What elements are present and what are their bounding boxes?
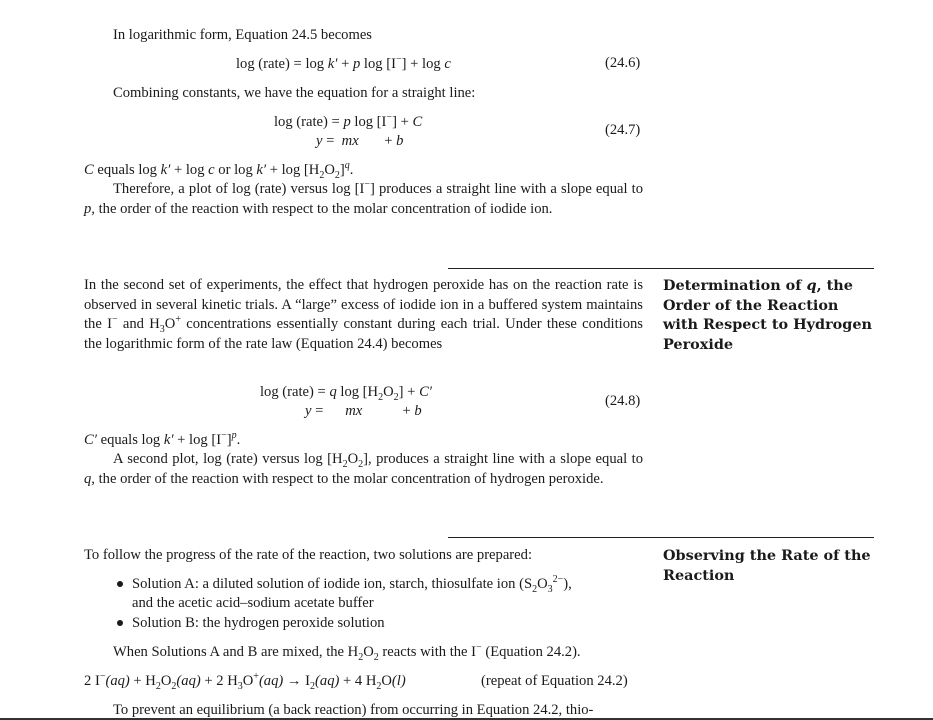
c-equals-line: C equals log k′ + log c or $\log k' + \log [H_2O_2]^q$. [84,160,354,181]
equation-24-8-line1: log (rate) = q $\log [H_2O_2] + C'$ [260,384,432,403]
section-divider-1 [448,268,874,269]
repeat-equation-note: (repeat of Equation 24.2) [481,673,628,689]
second-plot-paragraph: A second plot, log (rate) versus $\log [H_2O_2]$, produces a straight line with a slope equal to q, the order of the reaction with respect to the molar concentration of hydrogen peroxide. [84,451,643,487]
bullet-solution-a-line2: and the acetic acid–sodium acetate buffer [132,595,374,611]
equation-number-24-7: (24.7) [605,122,641,138]
mixed-solutions-text: When Solutions A and B are mixed, the $H_2O_2$ reacts with the I− (Equation 24.2). [113,642,581,663]
bullet-marker [117,581,123,587]
section-divider-2 [448,537,874,538]
c-prime-line: C′ equals $\log k' + \log [I^-]^p$. [84,430,241,448]
prepare-solutions-text: To follow the progress of the rate of the reaction, two solutions are prepared: [84,547,532,563]
section-heading-observing: Observing the Rate of the Reaction [663,547,871,584]
bullet-solution-a-line1: Solution A: a diluted solution of iodide ion, starch, thiosulfate ion $(S_2O_3^{2-})$, [132,574,572,595]
combining-text: Combining constants, we have the equation for a straight line: [113,85,476,101]
experiment-paragraph: In the second set of experiments, the effect that hydrogen peroxide has on the reaction rate is observed in several kinetic trials. A “large” excess of iodide ion in a buffered system maintains the I− and $H_3O^+$ concentrations essentially constant during each trial. Under these conditions the logarithmic form of the rate law (Equation 24.4) becomes [84,277,643,352]
section-heading-determination: Determination of q, the Order of the Reaction with Respect to Hydrogen Peroxide [663,277,872,353]
equation-number-24-6: (24.6) [605,55,641,71]
bullet-solution-b: Solution B: the hydrogen peroxide solution [132,615,385,631]
intro-text: In logarithmic form, Equation 24.5 becomes [113,27,372,43]
equation-24-8-line2: y = mx + b [305,403,422,419]
back-reaction-text: To prevent an equilibrium (a back reaction) from occurring in Equation 24.2, thio- [113,702,594,718]
equation-24-6: log (rate) = log k′ + p log [I−] + log c [236,54,451,72]
bullet-marker [117,620,123,626]
equation-24-7-line2: y = mx + b [316,133,404,149]
reaction-equation: 2 $I^-(aq) + H_2O_2(aq) + 2$ $H_3O^+(aq) \to I_2(aq) + 4$ $H_2O(l)$ [84,671,406,692]
therefore-paragraph: Therefore, a plot of log (rate) versus log [I−] produces a straight line with a slope equal to p, the order of the reaction with respect to the molar concentration of iodide ion. [84,179,643,217]
equation-24-7-line1: log (rate) = p log [I−] + C [274,112,423,130]
equation-number-24-8: (24.8) [605,393,641,409]
